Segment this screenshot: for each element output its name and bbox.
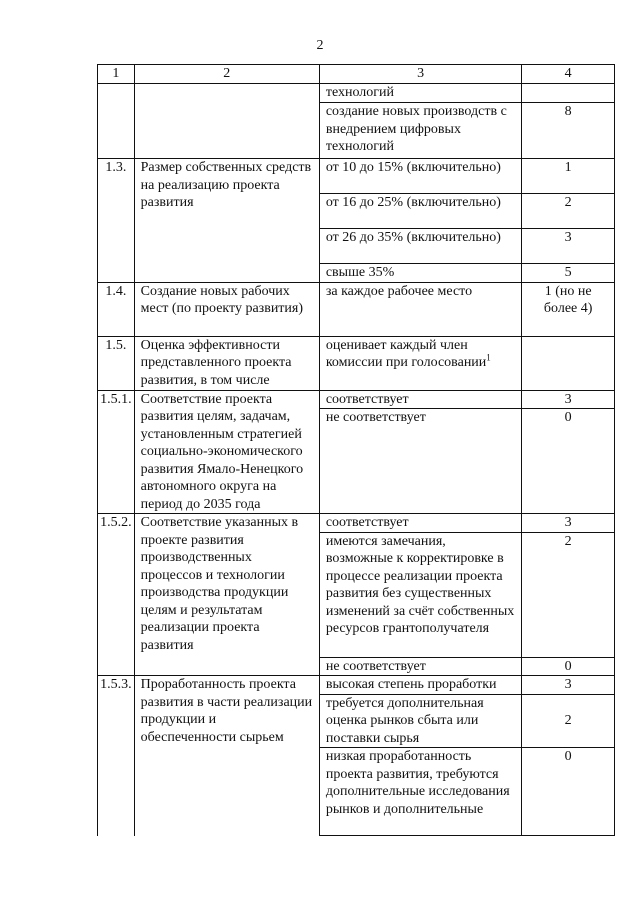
- cell-number: 1.5.3.: [98, 676, 135, 836]
- cell-score: 1 (но не более 4): [522, 282, 615, 336]
- cell-score: 3: [522, 676, 615, 695]
- cell-option: требуется дополнительная оценка рынков сбыта или поставки сырья: [319, 694, 522, 748]
- cell-criterion: Оценка эффективности представленного проекта развития, в том числе: [134, 336, 319, 390]
- table-row: [98, 514, 615, 533]
- cell-option-text: оценивает каждый член комиссии при голосовании: [325, 337, 487, 370]
- cell-number: 1.5.: [98, 336, 135, 390]
- cell-score: 2: [522, 532, 615, 657]
- cell-option: не соответствует: [319, 657, 522, 676]
- cell-option: за каждое рабочее место: [319, 282, 522, 336]
- cell-option: свыше 35%: [319, 264, 522, 283]
- cell-score: 3: [522, 514, 615, 533]
- table-row: [98, 390, 615, 409]
- cell-option: высокая степень проработки: [319, 676, 522, 695]
- table-header-row: [98, 65, 615, 84]
- page-number: 2: [316, 38, 324, 53]
- header-col-1: 1: [98, 65, 135, 84]
- table-row: [98, 676, 615, 695]
- cell-option: технологий: [319, 84, 522, 103]
- cell-criterion: Соответствие указанных в проекте развития производственных процессов и технологии производства продукции целям и результатам реализации проекта развития: [134, 514, 319, 676]
- cell-number: 1.5.1.: [98, 390, 135, 514]
- cell-criterion: Создание новых рабочих мест (по проекту развития): [134, 282, 319, 336]
- cell-number: 1.3.: [98, 159, 135, 283]
- cell-number: 1.4.: [98, 282, 135, 336]
- cell-score: 3: [522, 229, 615, 264]
- header-col-2: 2: [134, 65, 319, 84]
- header-col-3: 3: [319, 65, 522, 84]
- criteria-table: [97, 64, 615, 836]
- cell-criterion: [134, 84, 319, 159]
- cell-score: 0: [522, 409, 615, 514]
- cell-option: соответствует: [319, 390, 522, 409]
- cell-option: низкая проработанность проекта развития, требуются дополнительные исследования рынков и дополнительные: [319, 748, 522, 836]
- cell-number: 1.5.2.: [98, 514, 135, 676]
- footnote-marker: 1: [486, 352, 491, 363]
- cell-option: не соответствует: [319, 409, 522, 514]
- cell-score: 3: [522, 390, 615, 409]
- table-row: [98, 282, 615, 336]
- cell-score: 0: [522, 748, 615, 836]
- cell-option: имеются замечания, возможные к корректировке в процессе реализации проекта развития без существенных изменений за счёт собственных ресурсов грантополучателя: [319, 532, 522, 657]
- cell-score: 5: [522, 264, 615, 283]
- cell-option: соответствует: [319, 514, 522, 533]
- cell-criterion: Размер собственных средств на реализацию проекта развития: [134, 159, 319, 283]
- cell-option: от 10 до 15% (включительно): [319, 159, 522, 194]
- cell-option: от 16 до 25% (включительно): [319, 194, 522, 229]
- cell-score: [522, 84, 615, 103]
- cell-option: [319, 336, 522, 390]
- cell-score: [522, 336, 615, 390]
- cell-criterion: Соответствие проекта развития целям, задачам, установленным стратегией социально-экономического развития Ямало-Ненецкого автономного округа на период до 2035 года: [134, 390, 319, 514]
- cell-option: от 26 до 35% (включительно): [319, 229, 522, 264]
- table-row: [98, 159, 615, 194]
- cell-score: 2: [522, 694, 615, 748]
- cell-number: [98, 84, 135, 159]
- cell-score: 0: [522, 657, 615, 676]
- cell-option: создание новых производств с внедрением цифровых технологий: [319, 103, 522, 159]
- cell-score: 2: [522, 194, 615, 229]
- header-col-4: 4: [522, 65, 615, 84]
- cell-score: 1: [522, 159, 615, 194]
- table-row: [98, 336, 615, 390]
- cell-score: 8: [522, 103, 615, 159]
- table-row: [98, 84, 615, 103]
- cell-criterion: Проработанность проекта развития в части реализации продукции и обеспеченности сырьем: [134, 676, 319, 836]
